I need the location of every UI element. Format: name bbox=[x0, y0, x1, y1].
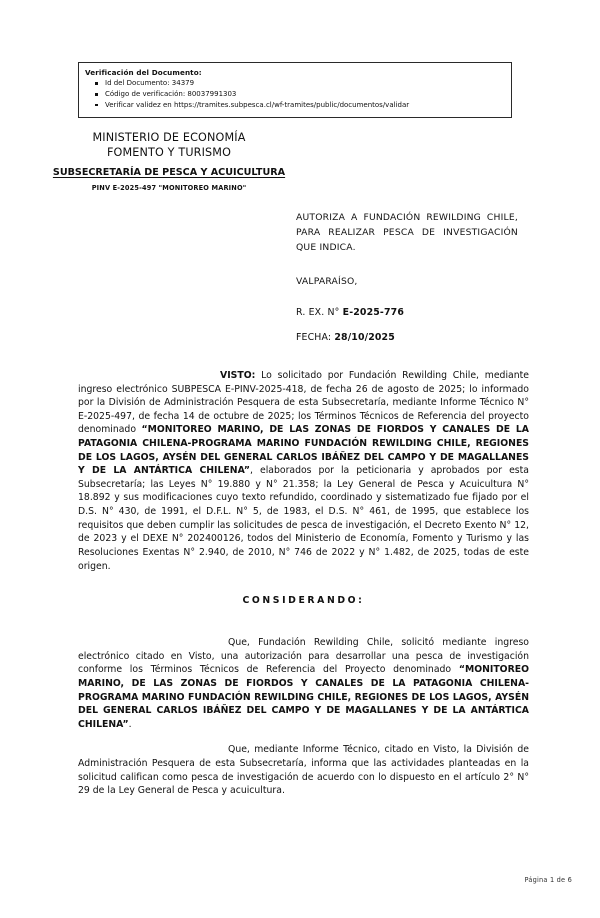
verification-list bbox=[85, 78, 505, 111]
visto-text-part2: , elaborados por la peticionaria y aprobados por esta Subsecretaría; las Leyes N° 19.880 y N° 21.358; la Ley General de Pesca y Acuicultura N° 18.892 y sus modificaciones cuyo texto refundido, coordinado y sistematizado fue fijado por el D.S. N° 430, de 1991, el D.F.L. N° 5, de 1983, el D.S. N° 461, de 1995, que establece los requisitos que deben cumplir las solicitudes de pesca de investigación, el Decreto Exento N° 12, de 2023 y el DEXE N° 202400126, todos del Ministerio de Economía, Fomento y Turismo y las Resoluciones Exentas N° 2.940, de 2010, N° 746 de 2022 y N° 1.482, de 2025, todas de este origen. bbox=[78, 465, 529, 572]
page-footer: Página 1 de 6 bbox=[524, 876, 572, 884]
resolution-date bbox=[296, 332, 518, 343]
resolution-date-label: FECHA: bbox=[296, 331, 332, 343]
considerando-block bbox=[78, 636, 529, 798]
pinv-code: PINV E-2025-497 "MONITOREO MARINO" bbox=[91, 184, 247, 193]
considerando-p1-text-part1: Que, Fundación Rewilding Chile, solicitó mediante ingreso electrónico citado en Visto, una autorización para desarrollar una pesca de investigación conforme los Términos Técnicos de Referencia del Proyecto denominado bbox=[78, 637, 529, 676]
verification-item-code: Código de verificación: 80037991303 bbox=[105, 89, 505, 100]
considerando-paragraph-2 bbox=[78, 743, 529, 797]
visto-text-part1: Lo solicitado por Fundación Rewilding Chile, mediante ingreso electrónico SUBPESCA E-PINV-2025-418, de fecha 26 de agosto de 2025; lo informado por la División de Administración Pesquera de esta Subsecretaría, mediante Informe Técnico N° E-2025-497, de fecha 14 de octubre de 2025; los Términos Técnicos de Referencia del proyecto denominado bbox=[78, 370, 529, 436]
resolution-number-label: R. EX. N° bbox=[296, 306, 340, 318]
visto-paragraph bbox=[78, 369, 529, 573]
considerando-heading: CONSIDERANDO: bbox=[242, 595, 365, 607]
ministry-name-line2: FOMENTO Y TURISMO bbox=[106, 145, 232, 159]
resolution-subject: AUTORIZA A FUNDACIÓN REWILDING CHILE, PARA REALIZAR PESCA DE INVESTIGACIÓN QUE INDICA. bbox=[296, 212, 518, 253]
considerando-p1-project-name: “MONITOREO MARINO, DE LAS ZONAS DE FIORDOS Y CANALES DE LA PATAGONIA CHILENA-PROGRAMA MARINO FUNDACIÓN REWILDING CHILE, REGIONES DE LOS LAGOS, AYSÉN DEL GENERAL CARLOS IBÁÑEZ DEL CAMPO Y DE MAGALLANES Y DE LA ANTÁRTICA CHILENA” bbox=[78, 664, 529, 730]
subsecretaria-name: SUBSECRETARÍA DE PESCA Y ACUICULTURA bbox=[52, 166, 286, 178]
verification-item-url[interactable]: Verificar validez en https://tramites.subpesca.cl/wf-tramites/public/documentos/validar bbox=[105, 100, 505, 111]
verification-box bbox=[78, 62, 512, 118]
resolution-number bbox=[296, 307, 518, 318]
resolution-number-value: E-2025-776 bbox=[342, 306, 404, 318]
resolution-place: VALPARAÍSO, bbox=[296, 275, 358, 287]
ministry-name-line1: MINISTERIO DE ECONOMÍA bbox=[92, 131, 246, 144]
resolution-heading-block bbox=[296, 211, 518, 343]
visto-heading: VISTO: bbox=[220, 370, 256, 381]
considerando-p1-text-part2: . bbox=[128, 718, 132, 730]
considerando-p2-text: Que, mediante Informe Técnico, citado en Visto, la División de Administración Pesquera de esta Subsecretaría, informa que las actividades planteadas en la solicitud califican como pesca de investigación de acuerdo con lo dispuesto en el artículo 2° N° 29 de la Ley General de Pesca y acuicultura. bbox=[78, 744, 529, 797]
verification-title: Verificación del Documento: bbox=[85, 68, 202, 77]
verification-item-document-id: Id del Documento: 34379 bbox=[105, 78, 505, 89]
resolution-date-value: 28/10/2025 bbox=[334, 331, 395, 343]
ministry-header bbox=[44, 131, 294, 193]
considerando-paragraph-1 bbox=[78, 636, 529, 731]
document-body bbox=[78, 369, 529, 798]
visto-project-name: “MONITOREO MARINO, DE LAS ZONAS DE FIORDOS Y CANALES DE LA PATAGONIA CHILENA-PROGRAMA MARINO FUNDACIÓN REWILDING CHILE, REGIONES DE LOS LAGOS, AYSÉN DEL GENERAL CARLOS IBÁÑEZ DEL CAMPO Y DE MAGALLANES Y DE LA ANTÁRTICA CHILENA” bbox=[78, 424, 529, 477]
